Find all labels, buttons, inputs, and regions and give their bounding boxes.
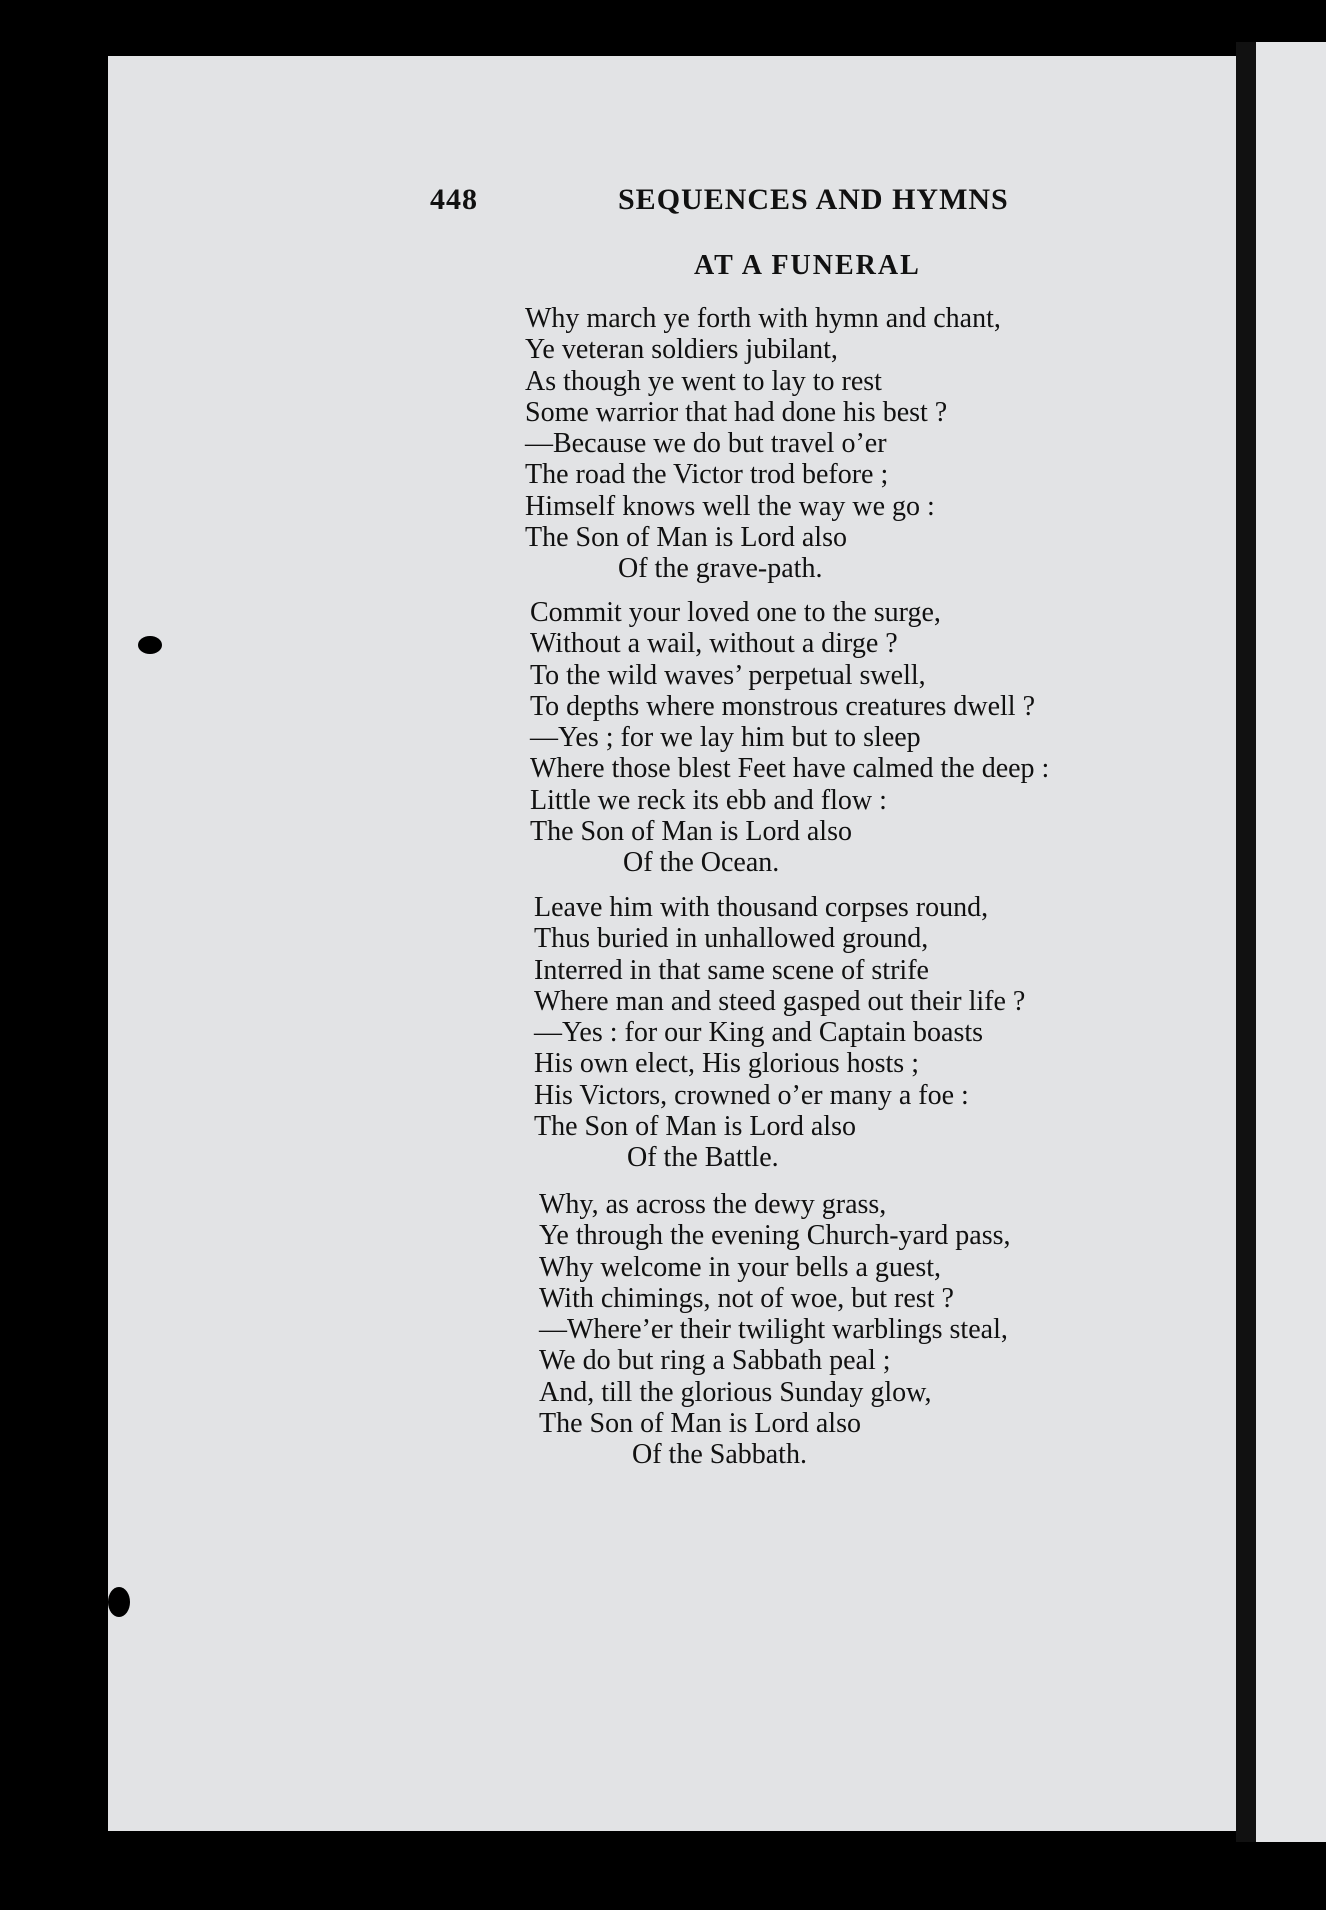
poem-line: Leave him with thousand corpses round,	[534, 892, 989, 923]
poem-line: The Son of Man is Lord also	[539, 1408, 861, 1440]
poem-line: To depths where monstrous creatures dwell ?	[530, 690, 1035, 722]
stanza-2	[530, 597, 1049, 879]
poem-line: The Son of Man is Lord also	[530, 816, 852, 848]
poem-title: AT A FUNERAL	[694, 250, 921, 281]
scan-speck	[108, 1587, 130, 1617]
stanza-1	[525, 303, 1001, 585]
stanza-4	[539, 1189, 1011, 1471]
scan-speck	[770, 1890, 780, 1898]
poem-line: Interred in that same scene of strife	[534, 954, 929, 986]
poem-line: And, till the glorious Sunday glow,	[539, 1376, 932, 1408]
poem-refrain: Of the Battle.	[627, 1142, 779, 1174]
poem-line: Ye veteran soldiers jubilant,	[525, 334, 838, 366]
poem-line: Where those blest Feet have calmed the deep :	[530, 753, 1050, 785]
poem-line: Thus buried in unhallowed ground,	[534, 923, 929, 955]
poem-line: We do but ring a Sabbath peal ;	[539, 1345, 891, 1377]
poem-line: Himself knows well the way we go :	[525, 490, 935, 522]
page-number: 448	[430, 183, 478, 216]
poem-line: Little we reck its ebb and flow :	[530, 784, 887, 816]
poem-line: —Where’er their twilight warblings steal,	[539, 1314, 1008, 1346]
facing-page-edge	[1256, 42, 1326, 1842]
poem-refrain: Of the Sabbath.	[632, 1439, 807, 1471]
poem-line: Why march ye forth with hymn and chant,	[525, 303, 1001, 334]
poem-line: The Son of Man is Lord also	[534, 1111, 856, 1143]
poem-refrain: Of the Ocean.	[623, 847, 780, 879]
poem-line: With chimings, not of woe, but rest ?	[539, 1282, 954, 1314]
poem-line: —Because we do but travel o’er	[525, 428, 887, 460]
poem-line: Where man and steed gasped out their life ?	[534, 985, 1026, 1017]
page-gutter	[1236, 42, 1256, 1842]
poem-line: —Yes ; for we lay him but to sleep	[530, 722, 921, 754]
poem-line: Why, as across the dewy grass,	[539, 1189, 887, 1220]
poem-line: Some warrior that had done his best ?	[525, 396, 948, 428]
stanza-3	[534, 892, 1025, 1174]
scan-speck	[138, 636, 162, 654]
poem-line: His Victors, crowned o’er many a foe :	[534, 1079, 969, 1111]
poem-line: Without a wail, without a dirge ?	[530, 628, 898, 660]
poem-line: To the wild waves’ perpetual swell,	[530, 659, 926, 691]
poem-line: Ye through the evening Church-yard pass,	[539, 1220, 1011, 1252]
poem-line: Commit your loved one to the surge,	[530, 597, 941, 628]
running-title: SEQUENCES AND HYMNS	[618, 183, 1009, 216]
poem-line: The Son of Man is Lord also	[525, 522, 847, 554]
poem-line: His own elect, His glorious hosts ;	[534, 1048, 919, 1080]
poem-line: Why welcome in your bells a guest,	[539, 1251, 942, 1283]
poem-line: The road the Victor trod before ;	[525, 459, 889, 491]
poem-refrain: Of the grave-path.	[618, 553, 823, 585]
running-head	[0, 183, 1326, 223]
poem-line: As though ye went to lay to rest	[525, 365, 882, 397]
poem-line: —Yes : for our King and Captain boasts	[534, 1017, 984, 1049]
